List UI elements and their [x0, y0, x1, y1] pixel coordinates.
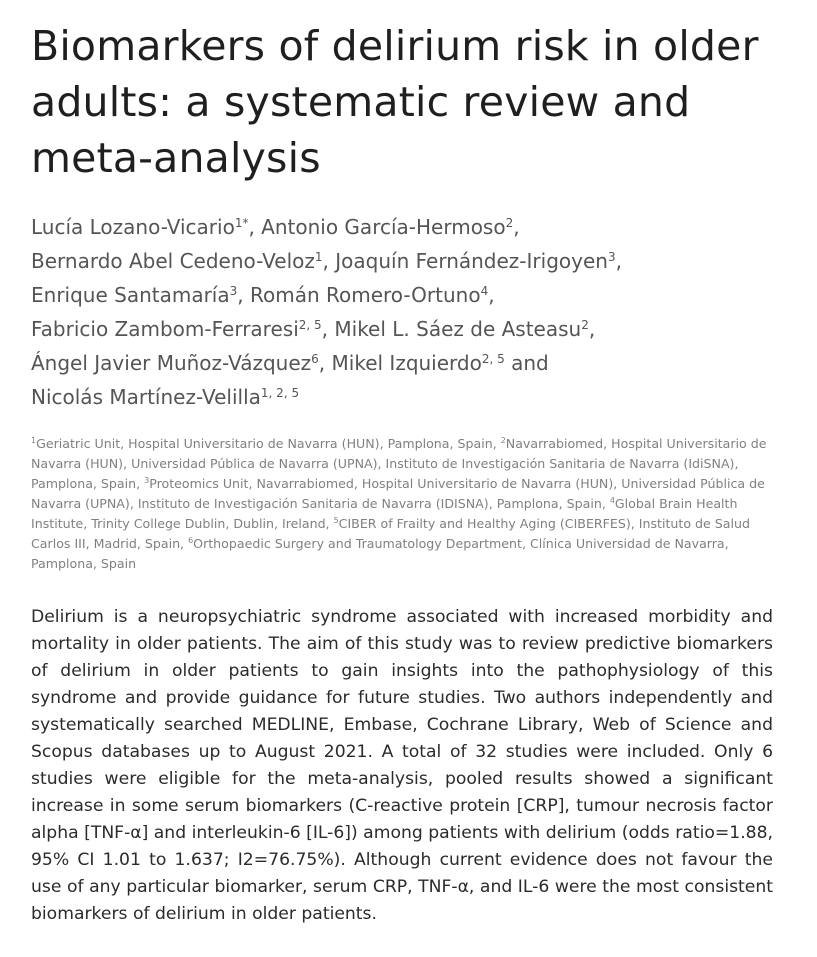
- author-separator: ,: [322, 249, 336, 273]
- affiliation-number: 5: [333, 516, 339, 525]
- affiliation-text: Geriatric Unit, Hospital Universitario de Navarra (HUN), Pamplona, Spain,: [36, 436, 501, 451]
- author: [334, 317, 595, 341]
- author: [261, 215, 519, 239]
- author-name: Román Romero-Ortuno: [249, 283, 481, 307]
- author-name: Antonio García-Hermoso: [261, 215, 506, 239]
- affiliation-number: 4: [609, 496, 615, 505]
- affiliation-text: Global Brain Health Institute, Trinity College Dublin, Dublin, Ireland,: [31, 496, 738, 531]
- affiliation-number: 3: [144, 476, 150, 485]
- article-title: Biomarkers of delirium risk in older adults: a systematic review and meta-analysis: [31, 22, 759, 182]
- affiliation-number: 2: [500, 436, 506, 445]
- author-affiliation-ref: 1*: [234, 216, 249, 230]
- affiliation-text: Proteomics Unit, Navarrabiomed, Hospital Universitario de Navarra (HUN), Universidad Pública de Navarra (UPNA), Instituto de Investigación Sanitaria de Navarra (IDISNA), Pamplona, Spain,: [31, 476, 765, 511]
- author: [335, 249, 622, 273]
- author: [250, 283, 495, 307]
- affiliation-number: 6: [188, 536, 194, 545]
- author: [31, 249, 335, 273]
- article-header: [31, 18, 773, 945]
- author-affiliation-ref: 2, 5: [298, 318, 322, 332]
- author-separator: ,: [588, 317, 596, 341]
- author-separator: ,: [615, 249, 622, 273]
- author-affiliation-ref: 2: [581, 318, 589, 332]
- author-name: Nicolás Martínez-Velilla: [31, 385, 261, 409]
- affiliation-text: Orthopaedic Surgery and Traumatology Department, Clínica Universidad de Navarra, Pamplona, Spain: [31, 536, 729, 571]
- author: [31, 385, 299, 409]
- author-separator: ,: [237, 283, 250, 307]
- author-list: [31, 210, 791, 414]
- author-affiliation-ref: 4: [480, 284, 489, 298]
- author-separator: ,: [248, 215, 262, 239]
- author: [31, 215, 261, 239]
- affiliation-text: CIBER of Frailty and Healthy Aging (CIBERFES), Instituto de Salud Carlos III, Madrid, Spain,: [31, 516, 750, 551]
- author: [31, 317, 334, 341]
- author-affiliation-ref: 2, 5: [481, 352, 505, 366]
- affiliation-number: 1: [31, 436, 37, 445]
- author: [31, 283, 250, 307]
- author-affiliation-ref: 2: [505, 216, 514, 230]
- author-name: Joaquín Fernández-Irigoyen: [335, 249, 608, 273]
- author-affiliation-ref: 3: [607, 250, 616, 264]
- author-name: Ángel Javier Muñoz-Vázquez: [31, 351, 312, 375]
- author-separator: ,: [321, 317, 335, 341]
- author-name: Fabricio Zambom-Ferraresi: [31, 317, 299, 341]
- author-separator: ,: [318, 351, 332, 375]
- affiliation-text: Navarrabiomed, Hospital Universitario de Navarra (HUN), Universidad Pública de Navarra (UPNA), Instituto de Investigación Sanitaria de Navarra (IdiSNA), Pamplona, Spain,: [31, 436, 767, 491]
- author-separator: ,: [488, 283, 495, 307]
- author-separator: and: [504, 351, 549, 375]
- author-name: Mikel Izquierdo: [331, 351, 482, 375]
- author: [332, 351, 549, 375]
- author-affiliation-ref: 3: [229, 284, 238, 298]
- author-name: Enrique Santamaría: [31, 283, 230, 307]
- author-name: Lucía Lozano-Vicario: [31, 215, 235, 239]
- abstract: Delirium is a neuropsychiatric syndrome associated with increased morbidity and mortality in older patients. The aim of this study was to review predictive biomarkers of delirium in older patients to gain insights into the pathophysiology of this syndrome and provide guidance for future studies. Two authors independently and systematically searched MEDLINE, Embase, Cochrane Library, Web of Science and Scopus databases up to August 2021. A total of 32 studies were included. Only 6 studies were eligible for the meta-analysis, pooled results showed a significant increase in some serum biomarkers (C-reactive protein [CRP], tumour necrosis factor alpha [TNF-α] and interleukin-6 [IL-6]) among patients with delirium (odds ratio=1.88, 95% CI 1.01 to 1.637; I2=76.75%). Although current evidence does not favour the use of any particular biomarker, serum CRP, TNF-α, and IL-6 were the most consistent biomarkers of delirium in older patients.: [31, 607, 773, 924]
- author-affiliation-ref: 6: [311, 352, 319, 366]
- author-separator: ,: [513, 215, 520, 239]
- author-name: Mikel L. Sáez de Asteasu: [334, 317, 582, 341]
- author-affiliation-ref: 1, 2, 5: [260, 386, 300, 400]
- affiliations: [31, 434, 773, 574]
- author: [31, 351, 332, 375]
- author-name: Bernardo Abel Cedeno-Veloz: [31, 249, 315, 273]
- author-affiliation-ref: 1: [314, 250, 323, 264]
